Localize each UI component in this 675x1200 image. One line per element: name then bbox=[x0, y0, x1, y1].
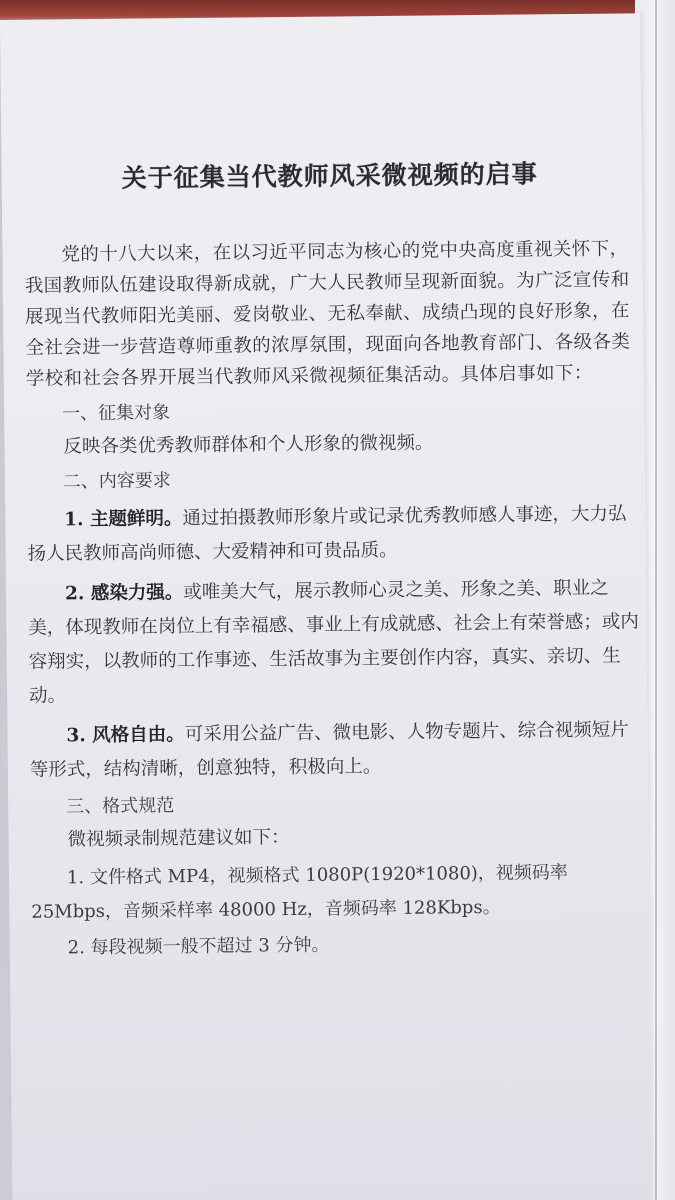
format-spec-2: 2. 每段视频一般不超过 3 分钟。 bbox=[67, 934, 330, 959]
notice-document bbox=[23, 153, 643, 965]
requirement-3-text: 可采用公益广告、微电影、人物专题片、综合视频短片等形式，结构清晰，创意独特，积极向上。 bbox=[29, 719, 629, 781]
intro-paragraph: 党的十八大以来，在以习近平同志为核心的党中央高度重视关怀下，我国教师队伍建设取得新成就，广大人民教师呈现新面貌。为广泛宣传和展现当代教师阳光美丽、爱岗敬业、无私奉献、成绩凸现的良好形象，在全社会进一步营造尊师重教的浓厚氛围，现面向各地教育部门、各级各类学校和社会各界开展当代教师风采微视频征集活动。具体启事如下： bbox=[24, 238, 631, 390]
section-1-body: 反映各类优秀教师群体和个人形象的微视频。 bbox=[63, 432, 434, 458]
requirement-1-lead: 1. 主题鲜明。 bbox=[64, 508, 183, 531]
section-1-heading: 一、征集对象 bbox=[62, 402, 171, 425]
section-2-heading: 二、内容要求 bbox=[62, 470, 171, 493]
content-requirement-1 bbox=[27, 497, 640, 571]
section-3-heading: 三、格式规范 bbox=[66, 795, 175, 818]
content-requirement-3 bbox=[29, 713, 642, 787]
requirement-2-text: 或唯美大气，展示教师心灵之美、形象之美、职业之美，体现教师在岗位上有幸福感、事业上有成就感、社会上有荣誉感；或内容翔实，以教师的工作事迹、生活故事为主要创作内容，真实、亲切、生动。 bbox=[28, 577, 639, 707]
page-edge-line bbox=[655, 0, 657, 1200]
paper-sheet bbox=[0, 13, 652, 1200]
requirement-1-text: 通过拍摄教师形象片或记录优秀教师感人事迹，大力弘扬人民教师高尚师德、大爱精神和可贵品质。 bbox=[27, 503, 627, 565]
content-requirement-2 bbox=[28, 571, 641, 713]
requirement-3-lead: 3. 风格自由。 bbox=[66, 724, 185, 747]
section-3-intro: 微视频录制规范建议如下： bbox=[67, 827, 290, 851]
document-title: 关于征集当代教师风采微视频的启事 bbox=[121, 159, 538, 193]
format-spec-1: 1. 文件格式 MP4，视频格式 1080P(1920*1080)，视频码率25Mbps，音频采样率 48000 Hz，音频码率 128Kbps。 bbox=[31, 862, 568, 923]
requirement-2-lead: 2. 感染力强。 bbox=[64, 582, 184, 605]
